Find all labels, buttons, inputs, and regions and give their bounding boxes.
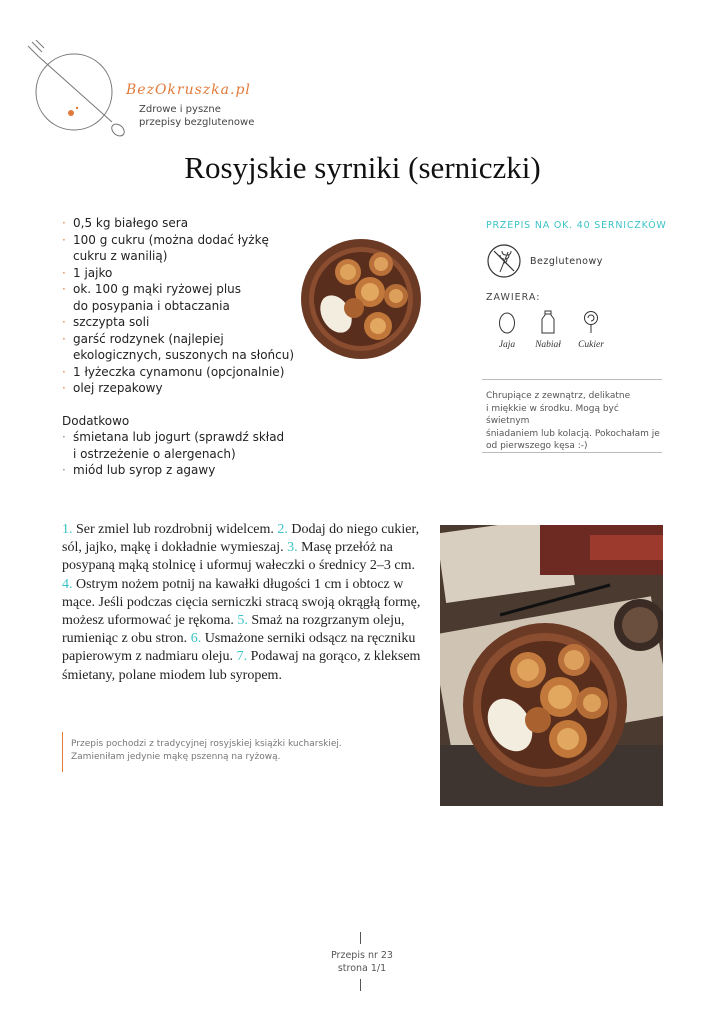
recipe-number: Przepis nr 23 [331,950,393,961]
brand-tagline: Zdrowe i pyszne przepisy bezglutenowe [139,104,255,128]
ingredient-text: 1 łyżeczka cynamonu (opcjonalnie) [73,364,285,379]
bullet-dot: · [62,315,66,329]
ingredient-item [62,429,302,462]
ingredient-item [62,281,302,314]
bullet-dot: · [62,463,66,477]
allergen-sugar [566,310,616,350]
footer-divider [360,932,361,944]
recipe-title: Rosyjskie syrniki (serniczki) [184,150,541,185]
ingredient-item [62,380,302,397]
step-number: 6. [190,631,202,647]
divider [482,452,662,453]
bullet-dot: · [62,364,66,379]
ingredient-item [62,364,302,381]
bullet-dot: · [62,430,66,444]
allergen-label: Nabiał [535,340,561,350]
bullet-dot: · [62,282,66,296]
step-text: Podawaj na gorąco, z kleksem śmietany, polane miodem lub syropem. [62,649,421,683]
step-number: 2. [277,522,288,537]
step-text: Ser zmiel lub rozdrobnij widelcem. [76,522,274,537]
ingredient-text: szczypta soli [73,315,150,329]
contains-label: ZAWIERA: [486,292,541,303]
recipe-source-note: Przepis pochodzi z tradycyjnej rosyjskiej książki kucharskiej. Zamieniłam jedynie mąkę pszenną na ryżową. [71,739,342,762]
ingredient-item [62,232,302,265]
ingredient-item [62,265,302,282]
bullet-dot: · [62,216,66,230]
dish-photo-large [440,525,663,806]
bullet-dot: · [62,232,66,247]
servings-label: PRZEPIS NA OK. 40 SERNICZKÓW [486,220,667,231]
step-number: 1. [62,522,73,537]
allergen-label: Cukier [578,340,604,350]
ingredient-text: olej rzepakowy [73,381,163,395]
step-number: 7. [236,649,248,665]
logo-plate-icon [24,40,134,145]
bullet-dot: · [62,331,66,346]
ingredient-item [62,462,302,479]
step-text: Smaż na rozgrzanym oleju, rumieniąc z obu stron. [62,613,405,647]
ingredient-text: śmietana lub jogurt (sprawdź skład i ostrzeżenie o alergenach) [73,430,285,461]
milk-bottle-icon [540,310,556,334]
gluten-free-icon [486,243,522,279]
ingredients-list [62,215,302,479]
recipe-description: Chrupiące z zewnątrz, delikatne i miękkie w środku. Mogą być świetnym śniadaniem lub kolacją. Pokochałam je od pierwszego kęsa :-) [486,391,660,451]
footer-divider [360,979,361,991]
ingredient-text: 100 g cukru (można dodać łyżkę cukru z wanilią) [73,232,269,263]
ingredient-text: ok. 100 g mąki ryżowej plus do posypania i obtaczania [73,282,242,313]
egg-icon [498,310,516,334]
page-number: strona 1/1 [337,962,387,974]
step-text: Masę przełóż na posypaną mąką stolnicę i uformuj wałeczki o średnicy 2–3 cm. [62,540,416,574]
step-text: Usmażone serniki odsącz na ręczniku papierowym z nadmiaru oleju. [62,631,416,665]
step-number: 3. [287,540,298,556]
gluten-free-label: Bezglutenowy [530,256,603,267]
step-text: Ostrym nożem potnij na kawałki długości 1 cm i obtocz w mące. Jeśli podczas cięcia serniczki stracą swoją okrągłą formę, możesz uformować je rękoma. [62,576,421,629]
note-accent-bar [62,732,63,772]
brand-name: BezOkruszka.pl [126,82,251,98]
step-text: Dodaj do niego cukier, sól, jajko, mąkę i dokładnie wymieszaj. [62,522,420,556]
divider [482,379,662,380]
ingredient-text: 1 jajko [73,265,113,280]
lollipop-icon [582,310,600,334]
bullet-dot: · [62,265,66,280]
ingredient-item [62,314,302,331]
ingredient-text: 0,5 kg białego sera [73,216,189,230]
ingredient-item [62,215,302,232]
preparation-steps [62,521,422,685]
step-number: 4. [62,576,73,592]
ingredient-text: miód lub syrop z agawy [73,463,216,477]
dish-photo-small [298,236,424,362]
bullet-dot: · [62,381,66,395]
ingredient-item [62,331,302,364]
footer [312,950,412,975]
step-number: 5. [237,613,248,629]
ingredient-text: garść rodzynek (najlepiej ekologicznych, suszonych na słońcu) [73,331,295,362]
allergen-label: Jaja [498,340,516,350]
extras-heading: Dodatkowo [62,413,130,428]
